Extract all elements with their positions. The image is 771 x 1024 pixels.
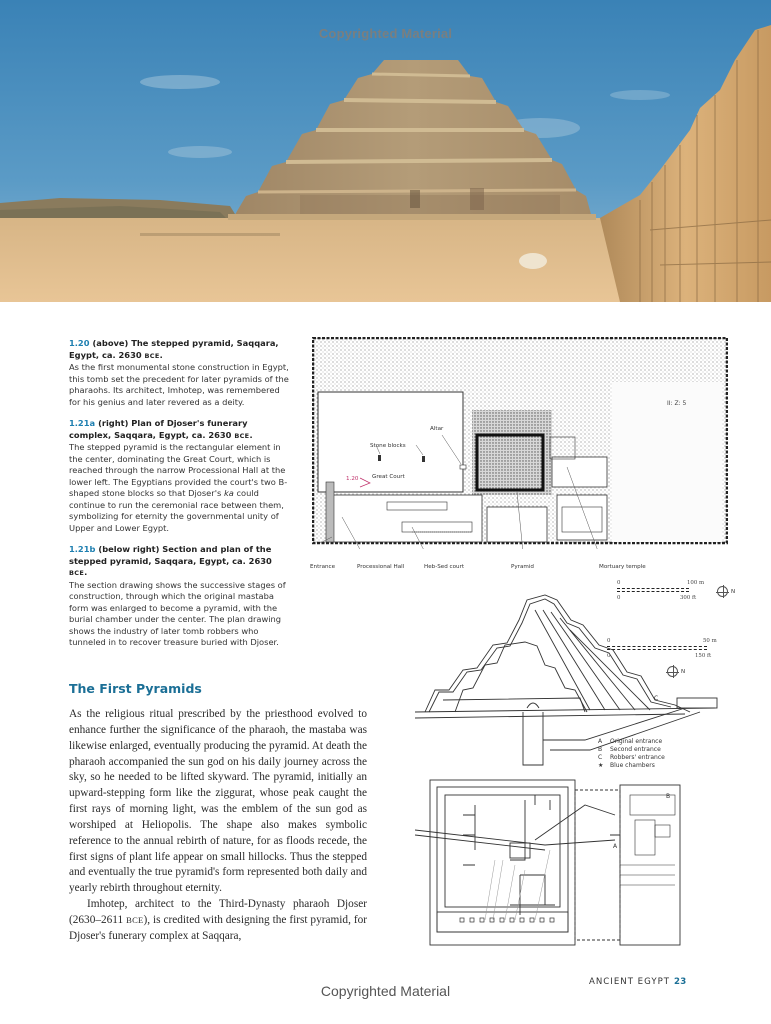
page-number: 23 [674, 977, 687, 987]
section-heading: The First Pyramids [69, 681, 202, 696]
caption-heading: 1.21b (below right) Section and plan of the stepped pyramid, Saqqara, Egypt, ca. 2630 BCE. [69, 544, 272, 577]
running-head: ANCIENT EGYPT [589, 977, 671, 987]
section-scale-bar: 0 50 m 0 150 ft [607, 638, 717, 659]
label-mortuary-temple: Mortuary temple [599, 564, 646, 570]
svg-text:C: C [654, 695, 659, 702]
figure-number: 1.20 [69, 338, 90, 348]
svg-text:A: A [613, 843, 618, 850]
pyramid-photo [0, 0, 771, 302]
caption-body: As the first monumental stone construction in Egypt, this tomb set the precedent for later pyramids of the pharaohs. Its architect, Imhotep, was remembered for his genius and later revered as a deity. [69, 362, 289, 407]
caption-heading: 1.21a (right) Plan of Djoser's funerary complex, Saqqara, Egypt, ca. 2630 BCE. [69, 418, 253, 440]
figure-captions [69, 338, 291, 659]
body-text [69, 707, 367, 945]
svg-text:II: Z: 5: II: Z: 5 [667, 400, 687, 407]
label-processional-hall: Processional Hall [357, 564, 405, 570]
section-legend [598, 738, 665, 770]
label-figure-ref: 1.20 [346, 476, 359, 482]
label-entrance: Entrance [310, 564, 336, 570]
legend-item: C Robbers' entrance [598, 754, 665, 761]
caption-1-21b [69, 544, 291, 649]
label-pyramid: Pyramid [511, 564, 534, 570]
legend-item: B Second entrance [598, 746, 661, 753]
label-great-court: Great Court [372, 474, 405, 480]
svg-text:B: B [666, 793, 671, 800]
legend-item: A Original entrance [598, 738, 663, 745]
label-altar: Altar [430, 426, 444, 432]
plan-scale-bar: 0 100 m 0 300 ft [617, 580, 705, 601]
caption-1-21a [69, 418, 291, 534]
paragraph: As the religious ritual prescribed by the priesthood evolved to enhance further the significance of the pharaoh, the mastaba was likewise enlarged, eventually producing the pyramid. At death the pharaoh accompanied the sun god on his daily journey across the sky, so he needed to be lifted skyward. The pyramid, initially an upward-stepping form like the ziggurat, whose peak caught the first rays of morning light, was the emblem of the sun god as worshiped at Heliopolis. The shape also makes symbolic reference to the annual rebirth of nature, for as floods recede, the first signs of plant life appear on small hillocks. Thus the stepped and eventually the true pyramid's form represented both daily and yearly rebirth throughout eternity. [69, 708, 367, 895]
caption-body: The stepped pyramid is the rectangular element in the center, dominating the Great Court, which is reached through the narrow Processional Hall at the lower left. The Egyptians provided the court's two B-shaped stone blocks so that Djoser's ka could continue to run the ceremonial race between them, symbolizing for eternity the governmental unity of Upper and Lower Egypt. [69, 442, 288, 533]
figure-number: 1.21a [69, 418, 96, 428]
label-heb-sed-court: Heb-Sed court [424, 564, 465, 570]
caption-body: The section drawing shows the successive stages of construction, through which the original mastaba form was enlarged to become a pyramid, with the burial chamber under the center. The plan drawing shows the industry of later tomb robbers who tunneled in to recover treasure buried with Djoser. [69, 579, 286, 647]
figure-number: 1.21b [69, 544, 96, 554]
stepped-pyramid-image [0, 0, 771, 302]
compass-north-icon [667, 666, 678, 677]
caption-1-20 [69, 338, 291, 408]
caption-heading: 1.20 (above) The stepped pyramid, Saqqara, Egypt, ca. 2630 BCE. [69, 338, 279, 360]
paragraph: Imhotep, architect to the Third-Dynasty pharaoh Djoser (2630–2611 BCE), is credited with designing the first pyramid, for Djoser's funerary complex at Saqqara, [69, 898, 367, 942]
legend-item: ★ Blue chambers [598, 762, 655, 769]
watermark-top: Copyrighted Material [318, 26, 453, 41]
watermark-bottom: Copyrighted Material [320, 983, 451, 999]
label-stone-blocks: Stone blocks [370, 443, 406, 449]
star-icon: ★ [598, 762, 604, 769]
funerary-complex-plan [310, 337, 728, 570]
